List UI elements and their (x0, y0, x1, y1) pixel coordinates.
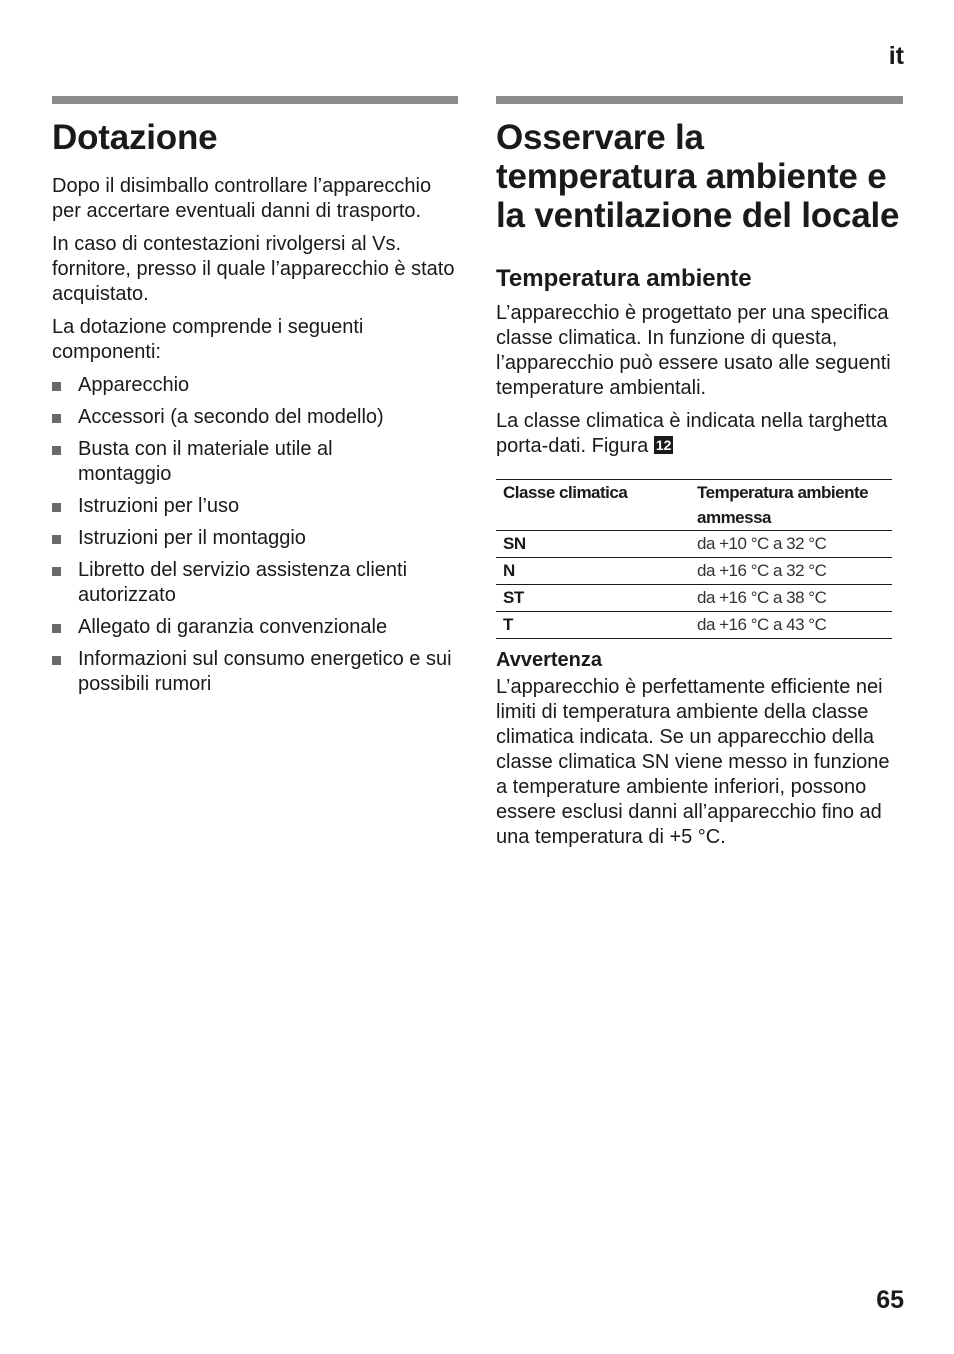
table-row (496, 531, 892, 558)
climate-class-cell: SN (503, 534, 526, 553)
list-item (52, 526, 458, 551)
list-item-text: Allegato di garanzia convenzionale (78, 616, 388, 638)
supply-list (52, 373, 458, 697)
section-temperatura (496, 96, 903, 858)
list-item-text: Informazioni sul consumo energetico e sui possibili rumori (78, 648, 452, 695)
climate-class-cell: T (503, 615, 513, 634)
square-bullet-icon (52, 535, 61, 544)
list-item (52, 405, 458, 430)
square-bullet-icon (52, 567, 61, 576)
temperature-range-cell: da +16 °C a 38 °C (697, 588, 827, 607)
column-header-temperature: Temperatura ambiente ammessa (697, 483, 869, 527)
section-title: Dotazione (52, 118, 218, 157)
section-title: Osservare la temperatura ambiente e la ventilazione del locale (496, 118, 900, 235)
list-item-text: Istruzioni per l’uso (78, 495, 240, 517)
note-label: Avvertenza (496, 649, 602, 671)
climate-class-cell: ST (503, 588, 524, 607)
column-header-class: Classe climatica (503, 483, 628, 502)
temperature-range-cell: da +16 °C a 32 °C (697, 561, 827, 580)
paragraph: La dotazione comprende i seguenti componenti: (52, 316, 364, 363)
list-item-text: Busta con il materiale utile al montaggio (78, 438, 333, 485)
list-item (52, 558, 458, 608)
square-bullet-icon (52, 414, 61, 423)
table-row (496, 612, 892, 639)
paragraph: Dopo il disimballo controllare l’apparecchio per accertare eventuali danni di trasporto. (52, 175, 432, 222)
section-divider (496, 96, 903, 104)
paragraph: In caso di contestazioni rivolgersi al Vs. fornitore, presso il quale l’apparecchio è stato acquistato. (52, 233, 455, 305)
temperature-range-cell: da +16 °C a 43 °C (697, 615, 827, 634)
square-bullet-icon (52, 624, 61, 633)
section-dotazione (52, 96, 458, 704)
list-item-text: Libretto del servizio assistenza clienti autorizzato (78, 559, 408, 606)
language-label: it (888, 42, 904, 70)
list-item (52, 647, 458, 697)
paragraph-text: La classe climatica è indicata nella targhetta porta-dati. Figura (496, 410, 888, 457)
table-header-row (496, 480, 892, 531)
section-divider (52, 96, 458, 104)
note-text: L’apparecchio è perfettamente efficiente nei limiti di temperatura ambiente della classe climatica indicata. Se un apparecchio della classe climatica SN viene messo in funzione a temperature ambiente inferiori, possono essere esclusi danni all’apparecchio fino ad una temperatura di +5 °C. (496, 676, 890, 848)
page-number: 65 (876, 1286, 904, 1314)
list-item-text: Accessori (a secondo del modello) (78, 406, 384, 428)
subsection-title: Temperatura ambiente (496, 265, 752, 292)
paragraph (496, 409, 903, 459)
list-item (52, 494, 458, 519)
square-bullet-icon (52, 656, 61, 665)
list-item (52, 615, 458, 640)
square-bullet-icon (52, 446, 61, 455)
list-item (52, 373, 458, 398)
figure-reference-icon: 12 (655, 437, 672, 453)
list-item-text: Istruzioni per il montaggio (78, 527, 306, 549)
square-bullet-icon (52, 503, 61, 512)
climate-class-table (496, 479, 892, 639)
list-item (52, 437, 458, 487)
square-bullet-icon (52, 382, 61, 391)
paragraph: L’apparecchio è progettato per una specifica classe climatica. In funzione di questa, l’apparecchio può essere usato alle seguenti temperature ambientali. (496, 302, 891, 399)
table-row (496, 585, 892, 612)
table-row (496, 558, 892, 585)
climate-class-cell: N (503, 561, 515, 580)
temperature-range-cell: da +10 °C a 32 °C (697, 534, 827, 553)
list-item-text: Apparecchio (78, 374, 190, 396)
